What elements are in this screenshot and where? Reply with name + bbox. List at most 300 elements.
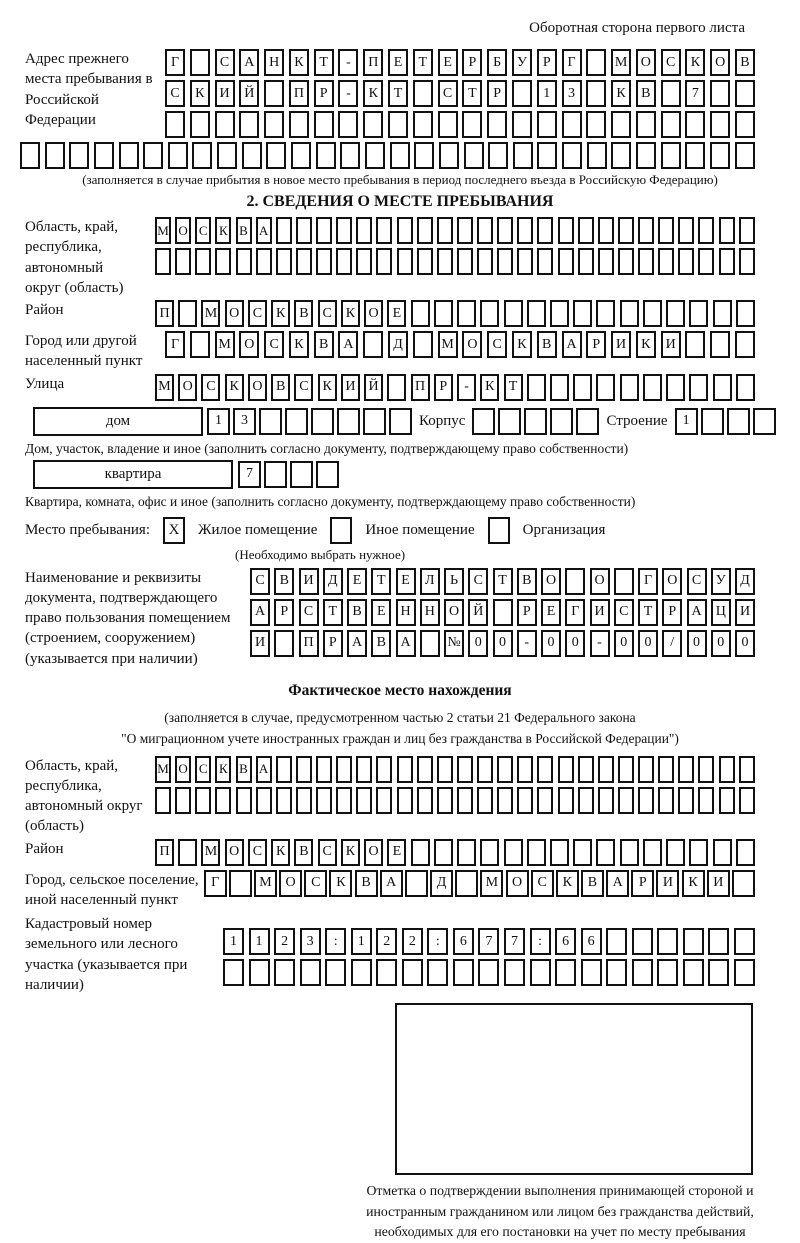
char-cell[interactable]: 0 [468, 630, 488, 657]
char-cell[interactable] [437, 217, 453, 244]
char-cell[interactable] [453, 959, 474, 986]
char-cell[interactable]: А [606, 870, 629, 897]
char-cell[interactable] [620, 300, 639, 327]
char-cell[interactable] [376, 756, 392, 783]
char-cell[interactable] [480, 839, 499, 866]
char-cell[interactable] [276, 756, 292, 783]
char-cell[interactable]: С [165, 80, 185, 107]
char-cell[interactable] [565, 568, 585, 595]
char-cell[interactable]: О [225, 300, 244, 327]
char-cell[interactable]: Н [420, 599, 440, 626]
char-cell[interactable]: : [530, 928, 551, 955]
char-cell[interactable] [513, 142, 533, 169]
char-cell[interactable]: С [304, 870, 327, 897]
char-cell[interactable] [632, 928, 653, 955]
char-cell[interactable] [363, 331, 383, 358]
char-cell[interactable]: В [274, 568, 294, 595]
char-cell[interactable]: Й [364, 374, 383, 401]
char-cell[interactable] [413, 80, 433, 107]
char-cell[interactable] [586, 80, 606, 107]
char-cell[interactable]: С [299, 599, 319, 626]
char-cell[interactable] [165, 111, 185, 138]
char-cell[interactable] [683, 928, 704, 955]
char-cell[interactable] [661, 80, 681, 107]
char-cell[interactable]: С [438, 80, 458, 107]
char-cell[interactable] [296, 217, 312, 244]
char-cell[interactable]: М [438, 331, 458, 358]
char-cell[interactable]: Р [586, 331, 606, 358]
char-cell[interactable]: С [201, 374, 220, 401]
char-cell[interactable]: / [662, 630, 682, 657]
char-cell[interactable] [190, 49, 210, 76]
char-cell[interactable] [236, 248, 252, 275]
char-cell[interactable] [411, 839, 430, 866]
char-cell[interactable] [311, 408, 334, 435]
char-cell[interactable]: О [178, 374, 197, 401]
char-cell[interactable] [274, 959, 295, 986]
char-cell[interactable] [527, 374, 546, 401]
char-cell[interactable] [316, 756, 332, 783]
char-cell[interactable] [439, 142, 459, 169]
char-cell[interactable]: Т [504, 374, 523, 401]
char-cell[interactable]: Т [413, 49, 433, 76]
char-cell[interactable] [558, 756, 574, 783]
char-cell[interactable] [578, 756, 594, 783]
char-cell[interactable] [356, 787, 372, 814]
char-cell[interactable] [638, 787, 654, 814]
char-cell[interactable]: 0 [541, 630, 561, 657]
char-cell[interactable] [414, 142, 434, 169]
char-cell[interactable]: К [289, 49, 309, 76]
char-cell[interactable] [620, 374, 639, 401]
char-cell[interactable]: Т [388, 80, 408, 107]
char-cell[interactable] [497, 756, 513, 783]
char-cell[interactable]: М [201, 300, 220, 327]
char-cell[interactable] [727, 408, 750, 435]
char-cell[interactable]: 0 [735, 630, 755, 657]
char-cell[interactable] [477, 787, 493, 814]
char-cell[interactable]: Р [487, 80, 507, 107]
char-cell[interactable] [285, 408, 308, 435]
char-cell[interactable] [710, 142, 730, 169]
char-cell[interactable]: М [611, 49, 631, 76]
char-cell[interactable]: 0 [638, 630, 658, 657]
char-cell[interactable]: : [325, 928, 346, 955]
checkbox-organization[interactable] [488, 517, 510, 544]
char-cell[interactable] [678, 248, 694, 275]
char-cell[interactable] [457, 756, 473, 783]
char-cell[interactable] [611, 142, 631, 169]
char-cell[interactable] [497, 787, 513, 814]
char-cell[interactable] [708, 959, 729, 986]
char-cell[interactable]: К [190, 80, 210, 107]
char-cell[interactable]: Е [388, 49, 408, 76]
char-cell[interactable] [480, 300, 499, 327]
char-cell[interactable] [365, 142, 385, 169]
char-cell[interactable] [618, 248, 634, 275]
char-cell[interactable]: Г [562, 49, 582, 76]
char-cell[interactable]: 1 [351, 928, 372, 955]
char-cell[interactable] [376, 787, 392, 814]
char-cell[interactable] [215, 111, 235, 138]
char-cell[interactable] [363, 111, 383, 138]
char-cell[interactable]: К [512, 331, 532, 358]
char-cell[interactable] [596, 300, 615, 327]
char-cell[interactable] [657, 959, 678, 986]
char-cell[interactable] [632, 959, 653, 986]
char-cell[interactable]: Р [537, 49, 557, 76]
char-cell[interactable]: О [248, 374, 267, 401]
char-cell[interactable]: О [279, 870, 302, 897]
char-cell[interactable]: Р [274, 599, 294, 626]
char-cell[interactable] [417, 787, 433, 814]
char-cell[interactable] [666, 374, 685, 401]
char-cell[interactable] [119, 142, 139, 169]
char-cell[interactable] [388, 111, 408, 138]
char-cell[interactable]: М [201, 839, 220, 866]
char-cell[interactable]: С [195, 756, 211, 783]
char-cell[interactable] [732, 870, 755, 897]
char-cell[interactable] [719, 248, 735, 275]
char-cell[interactable] [190, 331, 210, 358]
char-cell[interactable] [578, 217, 594, 244]
char-cell[interactable]: - [338, 80, 358, 107]
char-cell[interactable] [550, 374, 569, 401]
char-cell[interactable] [689, 300, 708, 327]
char-cell[interactable]: М [215, 331, 235, 358]
char-cell[interactable] [719, 787, 735, 814]
char-cell[interactable]: Б [487, 49, 507, 76]
char-cell[interactable] [229, 870, 252, 897]
char-cell[interactable]: С [687, 568, 707, 595]
char-cell[interactable] [683, 959, 704, 986]
char-cell[interactable] [620, 839, 639, 866]
char-cell[interactable] [493, 599, 513, 626]
char-cell[interactable]: Р [462, 49, 482, 76]
char-cell[interactable] [736, 839, 755, 866]
char-cell[interactable] [636, 111, 656, 138]
char-cell[interactable]: С [248, 300, 267, 327]
checkbox-residential[interactable]: X [163, 517, 185, 544]
char-cell[interactable]: Т [323, 599, 343, 626]
char-cell[interactable] [69, 142, 89, 169]
char-cell[interactable]: Й [239, 80, 259, 107]
char-cell[interactable]: № [444, 630, 464, 657]
char-cell[interactable]: Т [493, 568, 513, 595]
char-cell[interactable] [457, 300, 476, 327]
char-cell[interactable]: П [155, 839, 174, 866]
char-cell[interactable] [678, 787, 694, 814]
char-cell[interactable]: А [256, 756, 272, 783]
char-cell[interactable]: 0 [614, 630, 634, 657]
char-cell[interactable]: Т [371, 568, 391, 595]
char-cell[interactable] [300, 959, 321, 986]
char-cell[interactable]: К [225, 374, 244, 401]
char-cell[interactable]: 7 [504, 928, 525, 955]
char-cell[interactable]: В [371, 630, 391, 657]
char-cell[interactable] [661, 111, 681, 138]
char-cell[interactable] [356, 248, 372, 275]
char-cell[interactable]: 1 [249, 928, 270, 955]
char-cell[interactable]: 3 [233, 408, 256, 435]
char-cell[interactable] [661, 142, 681, 169]
char-cell[interactable] [264, 80, 284, 107]
char-cell[interactable] [581, 959, 602, 986]
char-cell[interactable] [427, 959, 448, 986]
char-cell[interactable] [678, 756, 694, 783]
char-cell[interactable] [708, 928, 729, 955]
char-cell[interactable] [666, 300, 685, 327]
char-cell[interactable]: А [347, 630, 367, 657]
char-cell[interactable] [537, 217, 553, 244]
char-cell[interactable]: К [363, 80, 383, 107]
char-cell[interactable] [710, 80, 730, 107]
char-cell[interactable] [698, 787, 714, 814]
char-cell[interactable] [562, 142, 582, 169]
char-cell[interactable]: 2 [402, 928, 423, 955]
char-cell[interactable]: И [611, 331, 631, 358]
char-cell[interactable] [618, 217, 634, 244]
char-cell[interactable]: Т [314, 49, 334, 76]
char-cell[interactable] [666, 839, 685, 866]
char-cell[interactable] [155, 248, 171, 275]
char-cell[interactable] [586, 49, 606, 76]
char-cell[interactable]: И [215, 80, 235, 107]
char-cell[interactable] [611, 111, 631, 138]
char-cell[interactable] [596, 374, 615, 401]
char-cell[interactable] [578, 248, 594, 275]
char-cell[interactable]: 0 [493, 630, 513, 657]
char-cell[interactable]: 1 [223, 928, 244, 955]
char-cell[interactable] [457, 839, 476, 866]
char-cell[interactable] [256, 787, 272, 814]
char-cell[interactable]: А [562, 331, 582, 358]
char-cell[interactable]: 3 [562, 80, 582, 107]
char-cell[interactable] [387, 374, 406, 401]
char-cell[interactable] [143, 142, 163, 169]
char-cell[interactable]: О [175, 756, 191, 783]
char-cell[interactable]: И [299, 568, 319, 595]
char-cell[interactable]: В [236, 756, 252, 783]
char-cell[interactable] [316, 787, 332, 814]
char-cell[interactable]: К [289, 331, 309, 358]
char-cell[interactable]: В [294, 300, 313, 327]
char-cell[interactable] [504, 839, 523, 866]
char-cell[interactable] [643, 374, 662, 401]
char-cell[interactable]: В [636, 80, 656, 107]
char-cell[interactable]: П [299, 630, 319, 657]
char-cell[interactable] [178, 300, 197, 327]
char-cell[interactable]: Д [735, 568, 755, 595]
char-cell[interactable]: Е [396, 568, 416, 595]
char-cell[interactable] [20, 142, 40, 169]
char-cell[interactable] [558, 217, 574, 244]
char-cell[interactable] [537, 142, 557, 169]
char-cell[interactable] [316, 461, 339, 488]
char-cell[interactable]: А [256, 217, 272, 244]
char-cell[interactable]: 6 [581, 928, 602, 955]
char-cell[interactable] [517, 248, 533, 275]
char-cell[interactable] [472, 408, 495, 435]
char-cell[interactable] [524, 408, 547, 435]
char-cell[interactable] [638, 217, 654, 244]
char-cell[interactable] [420, 630, 440, 657]
char-cell[interactable] [434, 839, 453, 866]
char-cell[interactable] [537, 756, 553, 783]
char-cell[interactable]: Е [387, 839, 406, 866]
char-cell[interactable]: О [662, 568, 682, 595]
char-cell[interactable] [689, 374, 708, 401]
char-cell[interactable]: Й [468, 599, 488, 626]
char-cell[interactable]: К [215, 756, 231, 783]
char-cell[interactable] [710, 111, 730, 138]
char-cell[interactable]: С [215, 49, 235, 76]
char-cell[interactable]: И [656, 870, 679, 897]
char-cell[interactable] [710, 331, 730, 358]
char-cell[interactable] [363, 408, 386, 435]
char-cell[interactable] [498, 408, 521, 435]
char-cell[interactable] [239, 111, 259, 138]
char-cell[interactable] [739, 787, 755, 814]
char-cell[interactable] [739, 217, 755, 244]
char-cell[interactable] [276, 217, 292, 244]
char-cell[interactable]: И [707, 870, 730, 897]
char-cell[interactable] [658, 217, 674, 244]
char-cell[interactable] [698, 756, 714, 783]
char-cell[interactable] [405, 870, 428, 897]
char-cell[interactable]: Д [430, 870, 453, 897]
char-cell[interactable] [397, 756, 413, 783]
char-cell[interactable] [689, 839, 708, 866]
char-cell[interactable] [464, 142, 484, 169]
char-cell[interactable] [735, 142, 755, 169]
char-cell[interactable] [550, 300, 569, 327]
char-cell[interactable] [598, 248, 614, 275]
char-cell[interactable]: Г [565, 599, 585, 626]
char-cell[interactable] [155, 787, 171, 814]
char-cell[interactable] [477, 217, 493, 244]
char-cell[interactable] [497, 217, 513, 244]
char-cell[interactable] [527, 839, 546, 866]
char-cell[interactable]: 3 [300, 928, 321, 955]
char-cell[interactable] [325, 959, 346, 986]
char-cell[interactable] [573, 300, 592, 327]
char-cell[interactable]: А [239, 49, 259, 76]
char-cell[interactable]: П [155, 300, 174, 327]
char-cell[interactable] [698, 217, 714, 244]
char-cell[interactable] [316, 217, 332, 244]
char-cell[interactable] [734, 959, 755, 986]
char-cell[interactable] [195, 787, 211, 814]
char-cell[interactable]: С [318, 839, 337, 866]
char-cell[interactable]: И [735, 599, 755, 626]
char-cell[interactable] [643, 839, 662, 866]
char-cell[interactable]: У [711, 568, 731, 595]
char-cell[interactable] [397, 217, 413, 244]
char-cell[interactable] [713, 839, 732, 866]
char-cell[interactable] [658, 787, 674, 814]
char-cell[interactable]: К [271, 839, 290, 866]
char-cell[interactable] [264, 111, 284, 138]
char-cell[interactable]: И [661, 331, 681, 358]
char-cell[interactable] [614, 568, 634, 595]
char-cell[interactable] [274, 630, 294, 657]
char-cell[interactable]: Е [438, 49, 458, 76]
char-cell[interactable] [658, 248, 674, 275]
char-cell[interactable] [537, 787, 553, 814]
char-cell[interactable] [264, 461, 287, 488]
char-cell[interactable]: - [517, 630, 537, 657]
char-cell[interactable]: О [225, 839, 244, 866]
char-cell[interactable] [562, 111, 582, 138]
char-cell[interactable]: 6 [453, 928, 474, 955]
char-cell[interactable] [550, 839, 569, 866]
char-cell[interactable]: К [556, 870, 579, 897]
char-cell[interactable]: О [239, 331, 259, 358]
char-cell[interactable]: П [289, 80, 309, 107]
char-cell[interactable] [223, 959, 244, 986]
char-cell[interactable] [457, 248, 473, 275]
char-cell[interactable]: И [590, 599, 610, 626]
char-cell[interactable]: В [347, 599, 367, 626]
char-cell[interactable] [550, 408, 573, 435]
char-cell[interactable] [417, 248, 433, 275]
char-cell[interactable] [558, 787, 574, 814]
char-cell[interactable]: Ь [444, 568, 464, 595]
char-cell[interactable]: 7 [238, 461, 261, 488]
char-cell[interactable]: Е [387, 300, 406, 327]
char-cell[interactable]: П [363, 49, 383, 76]
char-cell[interactable] [296, 248, 312, 275]
char-cell[interactable] [643, 300, 662, 327]
char-cell[interactable] [713, 374, 732, 401]
char-cell[interactable]: Е [371, 599, 391, 626]
char-cell[interactable]: О [364, 839, 383, 866]
char-cell[interactable]: К [685, 49, 705, 76]
char-cell[interactable]: Т [462, 80, 482, 107]
char-cell[interactable] [685, 142, 705, 169]
char-cell[interactable] [587, 142, 607, 169]
char-cell[interactable]: - [590, 630, 610, 657]
char-cell[interactable]: 0 [565, 630, 585, 657]
char-cell[interactable] [175, 787, 191, 814]
char-cell[interactable] [256, 248, 272, 275]
char-cell[interactable] [175, 248, 191, 275]
char-cell[interactable] [657, 928, 678, 955]
char-cell[interactable]: М [254, 870, 277, 897]
char-cell[interactable] [417, 756, 433, 783]
char-cell[interactable] [739, 756, 755, 783]
char-cell[interactable]: Н [264, 49, 284, 76]
char-cell[interactable] [296, 787, 312, 814]
char-cell[interactable] [618, 787, 634, 814]
char-cell[interactable] [462, 111, 482, 138]
char-cell[interactable] [735, 111, 755, 138]
char-cell[interactable] [457, 787, 473, 814]
char-cell[interactable] [512, 80, 532, 107]
char-cell[interactable]: А [338, 331, 358, 358]
char-cell[interactable] [276, 787, 292, 814]
char-cell[interactable] [215, 787, 231, 814]
char-cell[interactable] [195, 248, 211, 275]
char-cell[interactable] [558, 248, 574, 275]
char-cell[interactable]: В [236, 217, 252, 244]
char-cell[interactable]: Д [323, 568, 343, 595]
char-cell[interactable]: У [512, 49, 532, 76]
char-cell[interactable] [477, 756, 493, 783]
char-cell[interactable]: К [215, 217, 231, 244]
char-cell[interactable]: А [687, 599, 707, 626]
